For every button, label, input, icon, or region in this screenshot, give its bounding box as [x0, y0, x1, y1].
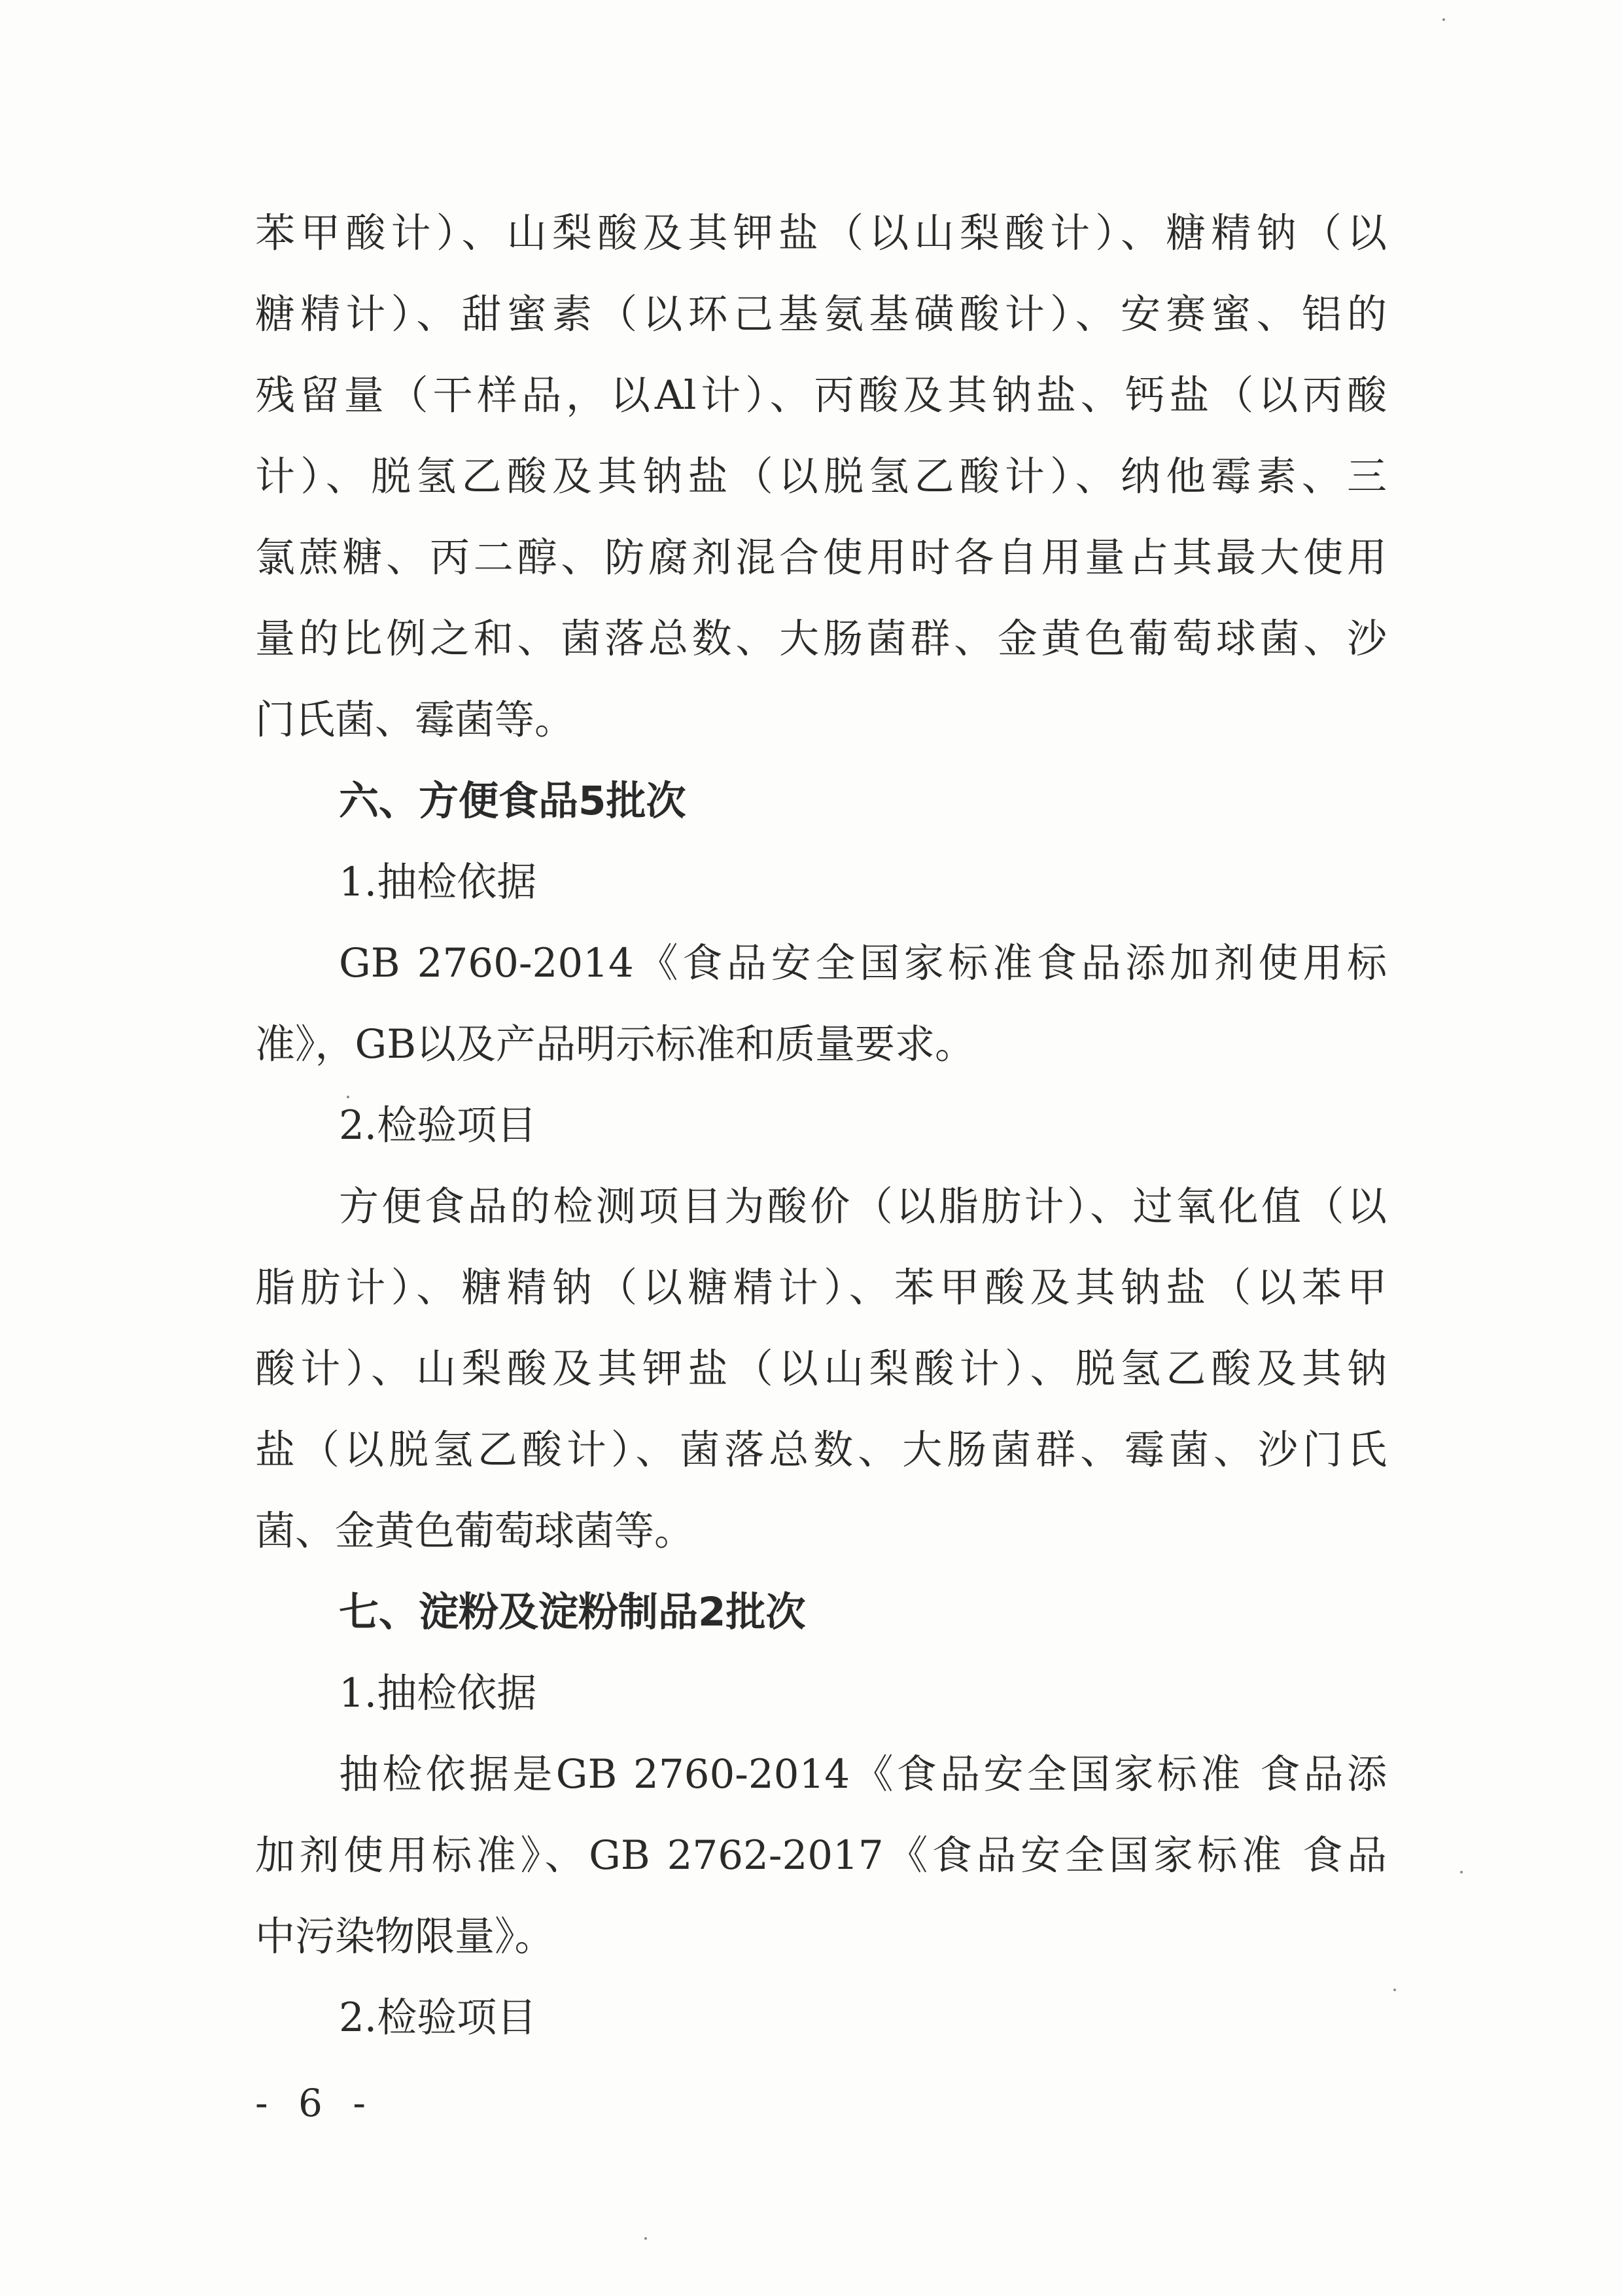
scan-speck	[347, 1096, 349, 1098]
text-line: 计）、脱氢乙酸及其钠盐（以脱氢乙酸计）、纳他霉素、三	[255, 453, 1387, 500]
page-number: - 6 -	[255, 2081, 375, 2125]
text-line: 酸计）、山梨酸及其钾盐（以山梨酸计）、脱氢乙酸及其钠	[255, 1346, 1387, 1392]
text-line: 门氏菌、霉菌等。	[255, 697, 575, 743]
scan-speck	[644, 2237, 647, 2240]
scan-speck	[1460, 1871, 1463, 1873]
section-heading-convenience-food: 六、方便食品5批次	[339, 778, 686, 824]
text-line: 方便食品的检测项目为酸价（以脂肪计）、过氧化值（以	[339, 1183, 1387, 1230]
subheading-test-items: 2.检验项目	[339, 1102, 537, 1149]
text-line: 抽检依据是GB 2760-2014《食品安全国家标准 食品添	[339, 1751, 1387, 1798]
subheading-sampling-basis: 1.抽检依据	[339, 1670, 537, 1716]
text-line: 氯蔗糖、丙二醇、防腐剂混合使用时各自用量占其最大使用	[255, 534, 1387, 581]
text-line: 菌、金黄色葡萄球菌等。	[255, 1508, 695, 1554]
text-line: 脂肪计）、糖精钠（以糖精计）、苯甲酸及其钠盐（以苯甲	[255, 1264, 1387, 1311]
scan-speck	[1393, 1989, 1396, 1991]
subheading-test-items: 2.检验项目	[339, 1994, 537, 2041]
scan-speck	[1442, 18, 1445, 21]
subheading-sampling-basis: 1.抽检依据	[339, 859, 537, 905]
text-line: 苯甲酸计）、山梨酸及其钾盐（以山梨酸计）、糖精钠（以	[255, 210, 1387, 256]
text-line: 加剂使用标准》、GB 2762-2017《食品安全国家标准 食品	[255, 1832, 1387, 1879]
text-line: GB 2760-2014《食品安全国家标准食品添加剂使用标	[339, 940, 1387, 986]
text-line: 糖精计）、甜蜜素（以环己基氨基磺酸计）、安赛蜜、铝的	[255, 291, 1387, 338]
text-line: 量的比例之和、菌落总数、大肠菌群、金黄色葡萄球菌、沙	[255, 616, 1387, 662]
body-text	[255, 193, 1387, 2059]
text-line: 盐（以脱氢乙酸计）、菌落总数、大肠菌群、霉菌、沙门氏	[255, 1427, 1387, 1473]
text-line: 准》，GB以及产品明示标准和质量要求。	[255, 1021, 975, 1068]
text-line: 残留量（干样品，以Al计）、丙酸及其钠盐、钙盐（以丙酸	[255, 372, 1387, 419]
section-heading-starch-products: 七、淀粉及淀粉制品2批次	[339, 1589, 806, 1635]
text-line: 中污染物限量》。	[255, 1913, 555, 1960]
